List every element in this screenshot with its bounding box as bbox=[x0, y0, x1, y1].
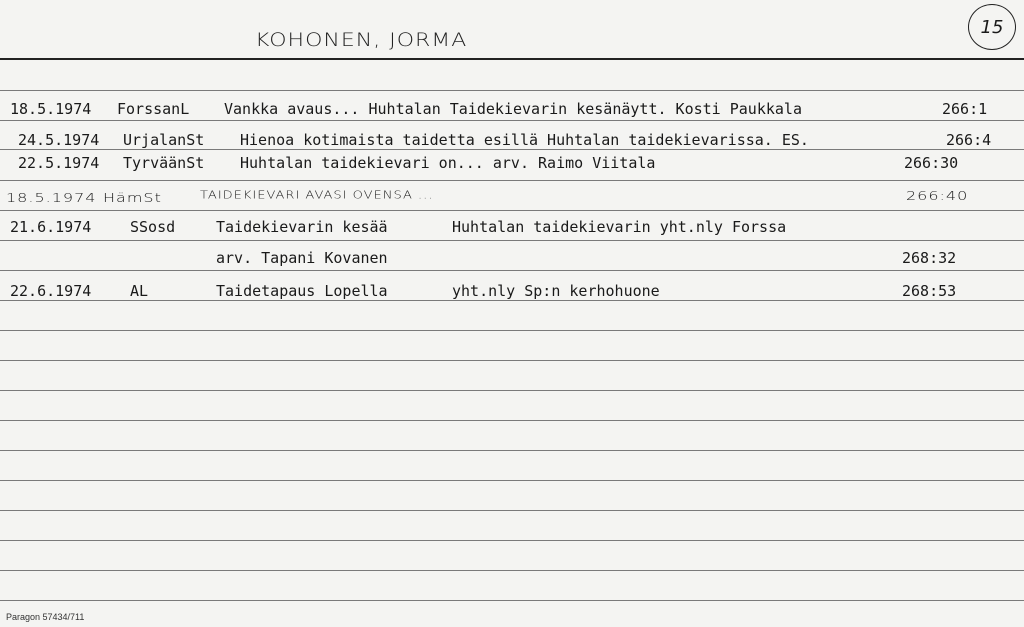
ruled-line bbox=[0, 180, 1024, 181]
entry-source: ForssanL bbox=[117, 100, 190, 118]
entry-detail: Huhtalan taidekievarin yht.nly Forssa bbox=[452, 218, 787, 236]
header-rule bbox=[0, 58, 1024, 60]
entry-detail: yht.nly Sp:n kerhohuone bbox=[452, 282, 660, 300]
ruled-line bbox=[0, 90, 1024, 91]
card-footer: Paragon 57434/711 bbox=[6, 612, 85, 622]
ruled-line bbox=[0, 149, 1024, 150]
ruled-line bbox=[0, 540, 1024, 541]
entry-title: Taidetapaus Lopella bbox=[216, 282, 388, 300]
entry-date: 24.5.1974 bbox=[18, 131, 100, 149]
entry-source: AL bbox=[130, 282, 149, 300]
entry-title: Huhtalan taidekievari on... arv. Raimo Viitala bbox=[240, 154, 656, 172]
entry-title: Taidekievarin kesää bbox=[216, 218, 388, 236]
entry-date: 22.5.1974 bbox=[18, 154, 100, 172]
entry-ref: 268:32 bbox=[902, 249, 957, 267]
entry-ref: 268:53 bbox=[902, 282, 957, 300]
ruled-line bbox=[0, 270, 1024, 271]
entry-ref: 266:4 bbox=[946, 131, 992, 149]
entry-source: UrjalanSt bbox=[123, 131, 205, 149]
ruled-line bbox=[0, 300, 1024, 301]
ruled-line bbox=[0, 210, 1024, 211]
entry-date: 21.6.1974 bbox=[10, 218, 92, 236]
ruled-line bbox=[0, 330, 1024, 331]
ruled-line bbox=[0, 570, 1024, 571]
entry-ref-handwritten: 266:40 bbox=[906, 187, 969, 204]
entry-title: Vankka avaus... Huhtalan Taidekievarin kesänäytt. Kosti Paukkala bbox=[224, 100, 802, 118]
ruled-line bbox=[0, 480, 1024, 481]
entry-source-handwritten: HämSt bbox=[103, 189, 162, 206]
ruled-line bbox=[0, 510, 1024, 511]
ruled-line bbox=[0, 450, 1024, 451]
entry-date-handwritten: 18.5.1974 bbox=[6, 189, 97, 206]
card-name-handwritten: KOHONEN, JORMA bbox=[255, 29, 468, 52]
entry-source: TyrväänSt bbox=[123, 154, 205, 172]
card-number: 15 bbox=[980, 16, 1004, 38]
entry-date: 18.5.1974 bbox=[10, 100, 92, 118]
entry-title: Hienoa kotimaista taidetta esillä Huhtalan taidekievarissa. ES. bbox=[240, 131, 809, 149]
entry-title: arv. Tapani Kovanen bbox=[216, 249, 388, 267]
ruled-line bbox=[0, 360, 1024, 361]
entry-ref: 266:1 bbox=[942, 100, 988, 118]
entry-date: 22.6.1974 bbox=[10, 282, 92, 300]
ruled-line bbox=[0, 390, 1024, 391]
ruled-line bbox=[0, 120, 1024, 121]
ruled-line bbox=[0, 240, 1024, 241]
entry-title-handwritten: TAIDEKIEVARI AVASI OVENSA ... bbox=[200, 189, 434, 202]
entry-ref: 266:30 bbox=[904, 154, 959, 172]
ruled-line bbox=[0, 600, 1024, 601]
ruled-line bbox=[0, 420, 1024, 421]
entry-source: SSosd bbox=[130, 218, 176, 236]
card-number-circle bbox=[968, 4, 1016, 50]
